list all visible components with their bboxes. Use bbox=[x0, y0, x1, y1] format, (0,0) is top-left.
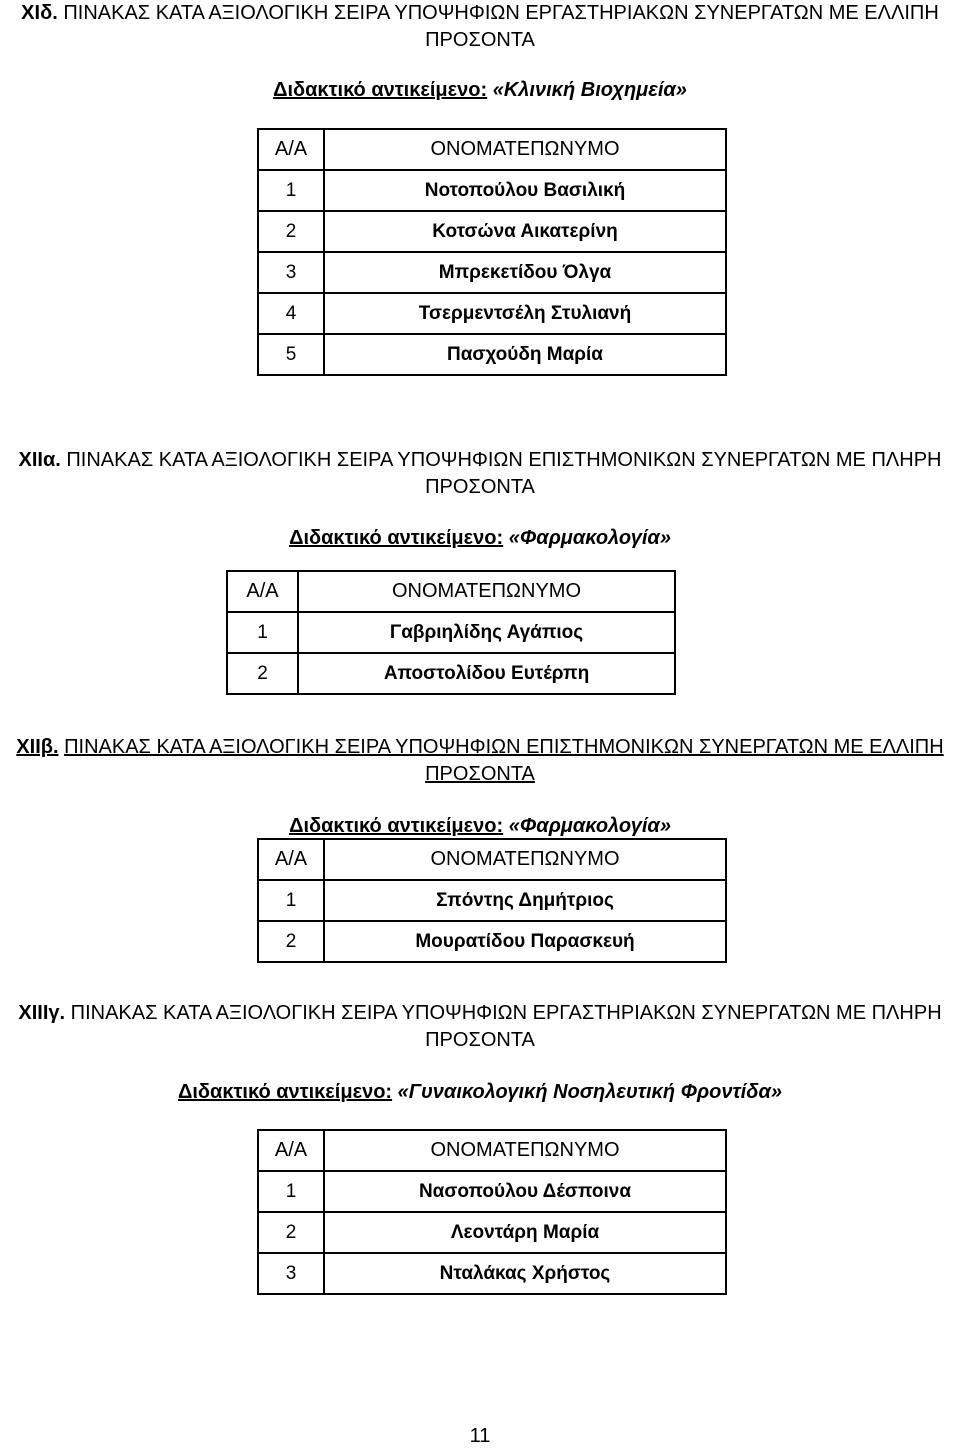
row-index: 2 bbox=[227, 653, 298, 694]
subject-label: Διδακτικό αντικείμενο: bbox=[289, 527, 504, 549]
table-row bbox=[258, 334, 726, 375]
section-title bbox=[0, 734, 960, 788]
row-name: Μουρατίδου Παρασκευή bbox=[324, 921, 726, 962]
row-index: 3 bbox=[258, 1253, 324, 1294]
table-row bbox=[258, 252, 726, 293]
col-header-name: ΟΝΟΜΑΤΕΠΩΝΥΜΟ bbox=[324, 129, 726, 170]
table-row bbox=[258, 1171, 726, 1212]
row-index: 1 bbox=[258, 1171, 324, 1212]
table-row bbox=[258, 293, 726, 334]
subject-name: «Γυναικολογική Νοσηλευτική Φροντίδα» bbox=[397, 1081, 782, 1103]
row-name: Νταλάκας Χρήστος bbox=[324, 1253, 726, 1294]
table-header-row bbox=[258, 129, 726, 170]
table-row bbox=[258, 1212, 726, 1253]
row-index: 1 bbox=[258, 880, 324, 921]
table-row bbox=[258, 211, 726, 252]
row-index: 4 bbox=[258, 293, 324, 334]
table-row bbox=[258, 880, 726, 921]
section-title bbox=[0, 1000, 960, 1054]
table-row bbox=[258, 921, 726, 962]
table-row bbox=[258, 1253, 726, 1294]
subject-line bbox=[0, 814, 960, 838]
col-header-name: ΟΝΟΜΑΤΕΠΩΝΥΜΟ bbox=[324, 1130, 726, 1171]
roster-table bbox=[226, 570, 676, 695]
section-title bbox=[0, 0, 960, 54]
section-code: ΧΙΙβ. bbox=[16, 736, 59, 758]
col-header-name: ΟΝΟΜΑΤΕΠΩΝΥΜΟ bbox=[298, 571, 675, 612]
section-heading: ΠΙΝΑΚΑΣ ΚΑΤΑ ΑΞΙΟΛΟΓΙΚΗ ΣΕΙΡΑ ΥΠΟΨΗΦΙΩΝ ΕΠΙΣΤΗΜΟΝΙΚΩΝ ΣΥΝΕΡΓΑΤΩΝ ΜΕ ΕΛΛΙΠΗ ΠΡΟΣΟΝΤΑ bbox=[64, 736, 944, 785]
row-index: 1 bbox=[258, 170, 324, 211]
col-header-name: ΟΝΟΜΑΤΕΠΩΝΥΜΟ bbox=[324, 839, 726, 880]
roster-table bbox=[257, 1129, 727, 1295]
section-heading: ΠΙΝΑΚΑΣ ΚΑΤΑ ΑΞΙΟΛΟΓΙΚΗ ΣΕΙΡΑ ΥΠΟΨΗΦΙΩΝ ΕΠΙΣΤΗΜΟΝΙΚΩΝ ΣΥΝΕΡΓΑΤΩΝ ΜΕ ΠΛΗΡΗ ΠΡΟΣΟΝΤΑ bbox=[66, 449, 942, 498]
subject-line bbox=[0, 78, 960, 102]
row-index: 2 bbox=[258, 921, 324, 962]
row-index: 2 bbox=[258, 211, 324, 252]
table-row bbox=[227, 612, 675, 653]
col-header-index: Α/Α bbox=[258, 129, 324, 170]
section-heading: ΠΙΝΑΚΑΣ ΚΑΤΑ ΑΞΙΟΛΟΓΙΚΗ ΣΕΙΡΑ ΥΠΟΨΗΦΙΩΝ ΕΡΓΑΣΤΗΡΙΑΚΩΝ ΣΥΝΕΡΓΑΤΩΝ ΜΕ ΠΛΗΡΗ ΠΡΟΣΟΝΤΑ bbox=[70, 1002, 942, 1051]
row-index: 3 bbox=[258, 252, 324, 293]
row-name: Μπρεκετίδου Όλγα bbox=[324, 252, 726, 293]
table-header-row bbox=[227, 571, 675, 612]
table-header-row bbox=[258, 1130, 726, 1171]
section-code: ΧΙΙα. bbox=[18, 449, 61, 471]
subject-name: «Κλινική Βιοχημεία» bbox=[492, 79, 687, 101]
subject-name: «Φαρμακολογία» bbox=[508, 527, 671, 549]
row-name: Νασοπούλου Δέσποινα bbox=[324, 1171, 726, 1212]
col-header-index: Α/Α bbox=[227, 571, 298, 612]
subject-name: «Φαρμακολογία» bbox=[508, 815, 671, 837]
page-number: 11 bbox=[469, 1425, 491, 1447]
roster-table bbox=[257, 838, 727, 963]
row-name: Νοτοπούλου Βασιλική bbox=[324, 170, 726, 211]
col-header-index: Α/Α bbox=[258, 1130, 324, 1171]
row-index: 5 bbox=[258, 334, 324, 375]
row-name: Γαβριηλίδης Αγάπιος bbox=[298, 612, 675, 653]
roster-table bbox=[257, 128, 727, 376]
section-title bbox=[0, 447, 960, 501]
row-name: Σπόντης Δημήτριος bbox=[324, 880, 726, 921]
table-header-row bbox=[258, 839, 726, 880]
row-index: 1 bbox=[227, 612, 298, 653]
section-heading: ΠΙΝΑΚΑΣ ΚΑΤΑ ΑΞΙΟΛΟΓΙΚΗ ΣΕΙΡΑ ΥΠΟΨΗΦΙΩΝ ΕΡΓΑΣΤΗΡΙΑΚΩΝ ΣΥΝΕΡΓΑΤΩΝ ΜΕ ΕΛΛΙΠΗ ΠΡΟΣΟΝΤΑ bbox=[63, 2, 939, 51]
subject-label: Διδακτικό αντικείμενο: bbox=[289, 815, 504, 837]
section-code: ΧΙΙΙγ. bbox=[18, 1002, 66, 1024]
row-name: Κοτσώνα Αικατερίνη bbox=[324, 211, 726, 252]
row-name: Τσερμεντσέλη Στυλιανή bbox=[324, 293, 726, 334]
section-code: ΧΙδ. bbox=[21, 2, 58, 24]
table-row bbox=[227, 653, 675, 694]
subject-line bbox=[0, 1080, 960, 1104]
subject-line bbox=[0, 526, 960, 550]
row-index: 2 bbox=[258, 1212, 324, 1253]
row-name: Πασχούδη Μαρία bbox=[324, 334, 726, 375]
table-row bbox=[258, 170, 726, 211]
subject-label: Διδακτικό αντικείμενο: bbox=[178, 1081, 393, 1103]
col-header-index: Α/Α bbox=[258, 839, 324, 880]
row-name: Λεοντάρη Μαρία bbox=[324, 1212, 726, 1253]
subject-label: Διδακτικό αντικείμενο: bbox=[273, 79, 488, 101]
row-name: Αποστολίδου Ευτέρπη bbox=[298, 653, 675, 694]
